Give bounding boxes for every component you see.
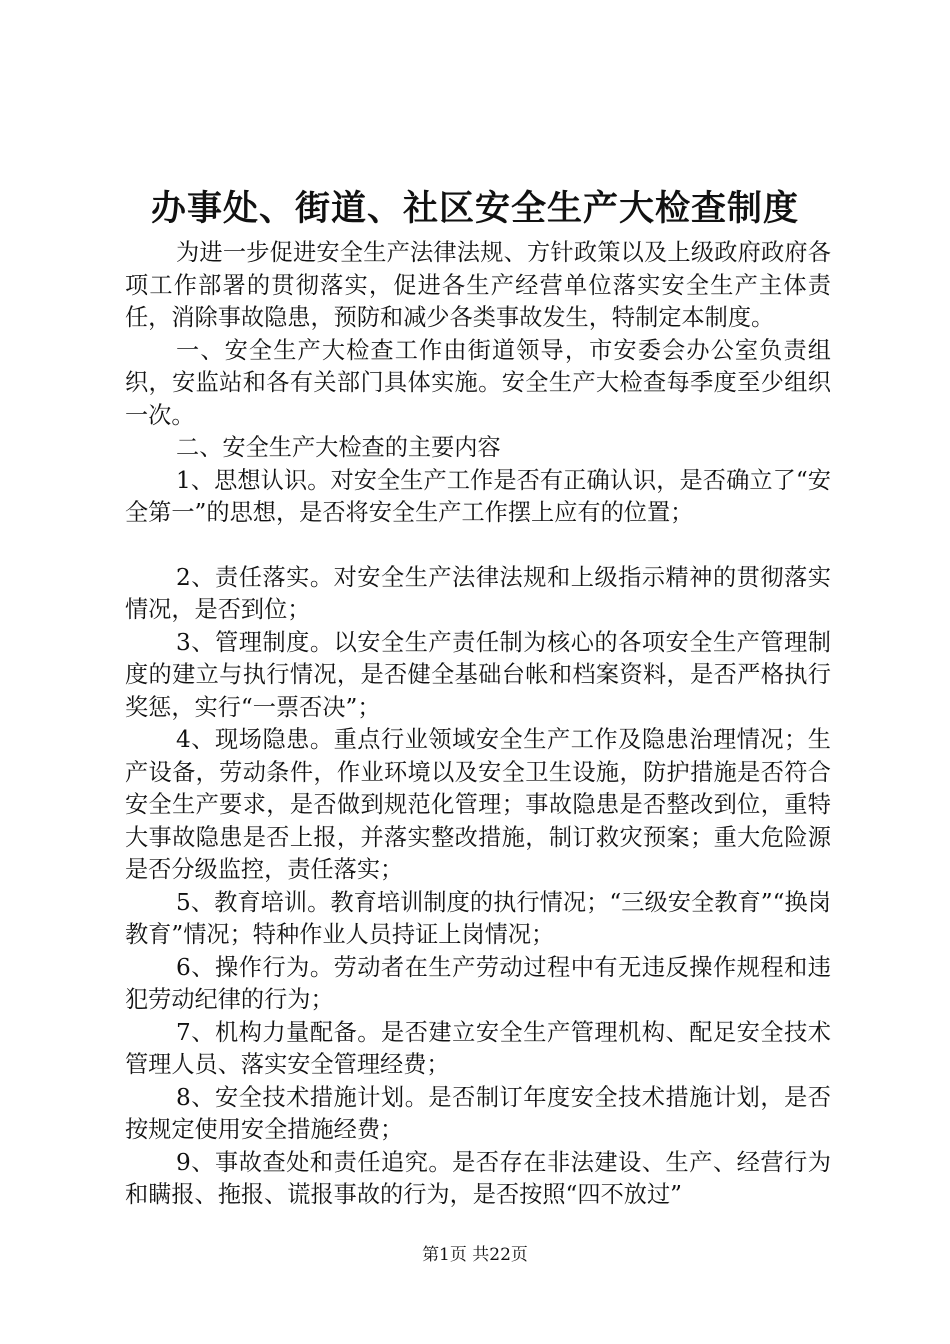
paragraph-item-6: 6、操作行为。劳动者在生产劳动过程中有无违反操作规程和违犯劳动纪律的行为； bbox=[125, 953, 831, 1013]
paragraph-item-8: 8、安全技术措施计划。是否制订年度安全技术措施计划，是否按规定使用安全措施经费； bbox=[125, 1083, 831, 1143]
document-body bbox=[125, 237, 831, 1212]
paragraph-item-9: 9、事故查处和责任追究。是否存在非法建设、生产、经营行为和瞒报、拖报、谎报事故的行为，是否按照“四不放过” bbox=[125, 1148, 831, 1208]
paragraph-section-2-heading: 二、安全生产大检查的主要内容 bbox=[176, 434, 501, 461]
paragraph-item-4: 4、现场隐患。重点行业领域安全生产工作及隐患治理情况；生产设备，劳动条件，作业环境以及安全卫生设施，防护措施是否符合安全生产要求，是否做到规范化管理；事故隐患是否整改到位，重特大事故隐患是否上报，并落实整改措施，制订救灾预案；重大危险源是否分级监控，责任落实； bbox=[125, 726, 831, 883]
paragraph-item-1: 1、思想认识。对安全生产工作是否有正确认识，是否确立了“安全第一”的思想，是否将安全生产工作摆上应有的位置； bbox=[125, 466, 831, 526]
paragraph-item-7: 7、机构力量配备。是否建立安全生产管理机构、配足安全技术管理人员、落实安全管理经费； bbox=[125, 1018, 831, 1078]
page-number-footer: 第1页 共22页 bbox=[422, 1245, 528, 1265]
document-title: 办事处、街道、社区安全生产大检查制度 bbox=[150, 188, 799, 229]
paragraph-intro: 为进一步促进安全生产法律法规、方针政策以及上级政府政府各项工作部署的贯彻落实，促进各生产经营单位落实安全生产主体责任，消除事故隐患，预防和减少各类事故发生，特制定本制度。 bbox=[125, 239, 831, 331]
paragraph-section-1: 一、安全生产大检查工作由街道领导，市安委会办公室负责组织，安监站和各有关部门具体实施。安全生产大检查每季度至少组织一次。 bbox=[125, 336, 831, 429]
paragraph-item-3: 3、管理制度。以安全生产责任制为核心的各项安全生产管理制度的建立与执行情况，是否健全基础台帐和档案资料，是否严格执行奖惩，实行“一票否决”； bbox=[125, 628, 831, 721]
paragraph-item-2: 2、责任落实。对安全生产法律法规和上级指示精神的贯彻落实情况，是否到位； bbox=[125, 563, 831, 623]
paragraph-item-5: 5、教育培训。教育培训制度的执行情况；“三级安全教育”“换岗教育”情况；特种作业人员持证上岗情况； bbox=[125, 888, 831, 948]
